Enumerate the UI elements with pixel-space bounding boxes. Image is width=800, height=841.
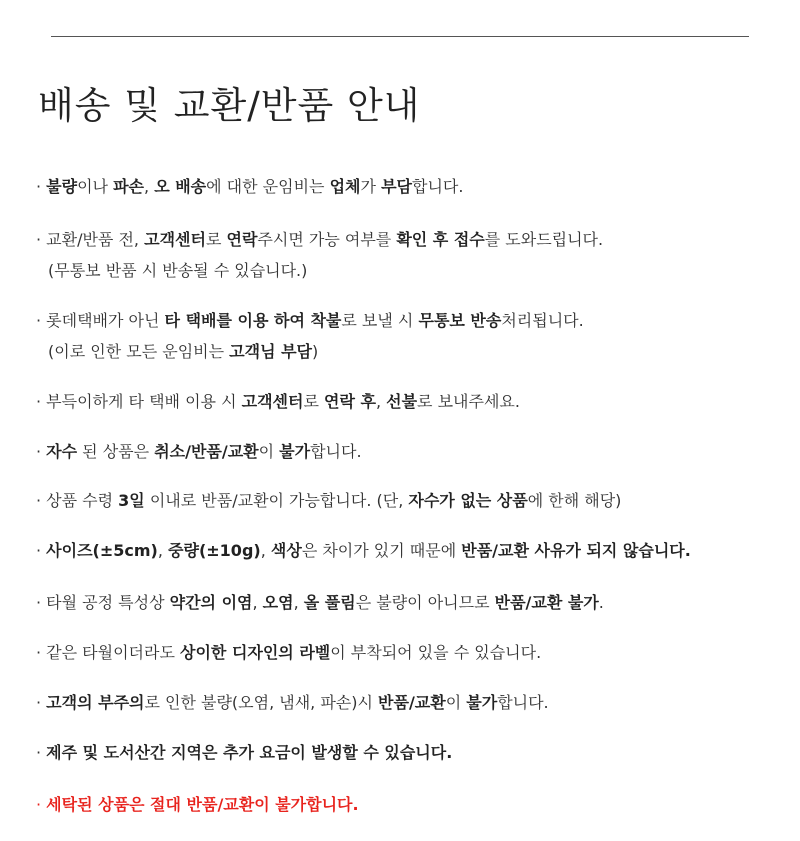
notice-text: , (375, 392, 387, 411)
notice-text: . (598, 593, 604, 612)
emphasis-text: 부담 (381, 177, 412, 196)
notice-text: 가 (360, 177, 382, 196)
emphasis-text: 고객의 부주의 (46, 693, 145, 712)
notice-text: · 타월 공정 특성상 (36, 593, 170, 612)
emphasis-text: 불량 (46, 177, 78, 196)
notice-subline (36, 336, 776, 367)
notice-text: · (36, 795, 47, 814)
emphasis-text: 취소/반품/교환 (154, 442, 259, 461)
emphasis-text: 자수 (46, 442, 78, 461)
emphasis-text: 확인 후 접수 (396, 230, 485, 249)
notice-text: · (36, 693, 47, 712)
notice-line (36, 535, 776, 566)
emphasis-text: 오 배송 (154, 177, 207, 196)
notice-subline (36, 255, 776, 286)
notice-line (36, 224, 776, 255)
notice-line (36, 587, 776, 618)
emphasis-text: 반품/교환 (378, 693, 446, 712)
notice-text: 로 인한 불량(오염, 냄새, 파손)시 (144, 693, 379, 712)
notice-text: · (36, 743, 47, 762)
emphasis-text: 중량(±10g) (168, 541, 261, 560)
notice-line (36, 386, 776, 417)
notice-line (36, 436, 776, 467)
notice-text: 이 (445, 693, 467, 712)
emphasis-text: 업체 (329, 177, 361, 196)
notice-line (36, 687, 776, 718)
emphasis-text: 고객센터 (144, 230, 206, 249)
notice-line (36, 171, 776, 202)
emphasis-text: 색상 (270, 541, 302, 560)
emphasis-text: 고객님 부담 (229, 342, 313, 361)
notice-text: (이로 인한 모든 운임비는 (48, 342, 230, 361)
emphasis-text: 오염 (262, 593, 294, 612)
notice-line (36, 737, 776, 768)
notice-text: (무통보 반품 시 반송될 수 있습니다.) (48, 261, 308, 280)
notice-text: 이내로 반품/교환이 가능합니다. (단, (144, 491, 409, 510)
emphasis-text: 상이한 디자인의 라벨 (180, 643, 331, 662)
notice-text: , (293, 593, 304, 612)
notice-remote-area-fee (36, 737, 776, 768)
notice-text: 에 한해 해당) (527, 491, 622, 510)
notice-text: · 부득이하게 타 택배 이용 시 (36, 392, 242, 411)
notice-text: 합니다. (497, 693, 549, 712)
notice-size-weight-color (36, 535, 776, 566)
emphasis-text: 올 풀림 (303, 593, 356, 612)
notice-text: , (144, 177, 155, 196)
notice-text: 로 (303, 392, 324, 411)
notice-text: 로 (205, 230, 227, 249)
notice-customer-negligence (36, 687, 776, 718)
emphasis-text: 고객센터 (241, 392, 304, 411)
notice-text: 이 (258, 442, 280, 461)
emphasis-text: 선불 (386, 392, 418, 411)
notice-text: · 롯데택배가 아닌 (36, 311, 165, 330)
notice-text: 된 상품은 (77, 442, 155, 461)
notice-text: 주시면 가능 여부를 (257, 230, 397, 249)
emphasis-text: 파손 (113, 177, 145, 196)
notice-text: 에 대한 운임비는 (206, 177, 330, 196)
emphasis-text: 반품/교환 사유가 되지 않습니다. (461, 541, 691, 560)
notice-text: 은 차이가 있기 때문에 (301, 541, 462, 560)
emphasis-text: 무통보 반송 (418, 311, 502, 330)
notice-text: ) (312, 342, 319, 361)
emphasis-text: 세탁된 상품은 절대 반품/교환이 불가합니다. (46, 795, 359, 814)
emphasis-text: 타 택배를 이용 하여 착불 (164, 311, 342, 330)
notice-text: 합니다. (411, 177, 464, 196)
notice-text: 이 부착되어 있을 수 있습니다. (330, 643, 542, 662)
notice-text: · 같은 타월이더라도 (36, 643, 180, 662)
emphasis-text: 불가 (279, 442, 311, 461)
notice-text: 처리됩니다. (501, 311, 584, 330)
notice-other-courier (36, 305, 776, 367)
notice-defect-shipping-cost (36, 171, 776, 202)
notice-contact-before-return (36, 224, 776, 286)
emphasis-text: 사이즈(±5cm) (46, 541, 158, 560)
notice-washed-items (36, 789, 776, 820)
notice-towel-process (36, 587, 776, 618)
notice-text: , (260, 541, 271, 560)
notice-text: 이나 (77, 177, 114, 196)
top-divider (51, 36, 749, 37)
notice-text: 은 불량이 아니므로 (355, 593, 495, 612)
emphasis-text: 약간의 이염 (169, 593, 253, 612)
notice-text: , (252, 593, 263, 612)
notice-text: 로 보내주세요. (417, 392, 520, 411)
notice-text: · (36, 541, 47, 560)
notice-line (36, 485, 776, 516)
notice-text: · (36, 177, 47, 196)
emphasis-text: 불가 (466, 693, 498, 712)
notice-prepaid-courier (36, 386, 776, 417)
emphasis-text: 반품/교환 불가 (494, 593, 599, 612)
emphasis-text: 3일 (118, 491, 145, 510)
emphasis-text: 연락 (226, 230, 258, 249)
emphasis-text: 제주 및 도서산간 지역은 추가 요금이 발생할 수 있습니다. (46, 743, 453, 762)
notice-return-window (36, 485, 776, 516)
notice-text: 로 보낼 시 (341, 311, 419, 330)
emphasis-text: 연락 후 (324, 392, 376, 411)
notice-text: , (157, 541, 169, 560)
notice-label-design (36, 637, 776, 668)
notice-text: · (36, 442, 47, 461)
page-title: 배송 및 교환/반품 안내 (38, 84, 421, 127)
notice-text: 합니다. (310, 442, 362, 461)
notice-text: · 상품 수령 (36, 491, 119, 510)
notice-text: · 교환/반품 전, (36, 230, 145, 249)
emphasis-text: 자수가 없는 상품 (408, 491, 528, 510)
notice-line (36, 789, 776, 820)
notice-embroidered-items (36, 436, 776, 467)
notice-line (36, 637, 776, 668)
notice-line (36, 305, 776, 336)
notice-text: 를 도와드립니다. (484, 230, 604, 249)
